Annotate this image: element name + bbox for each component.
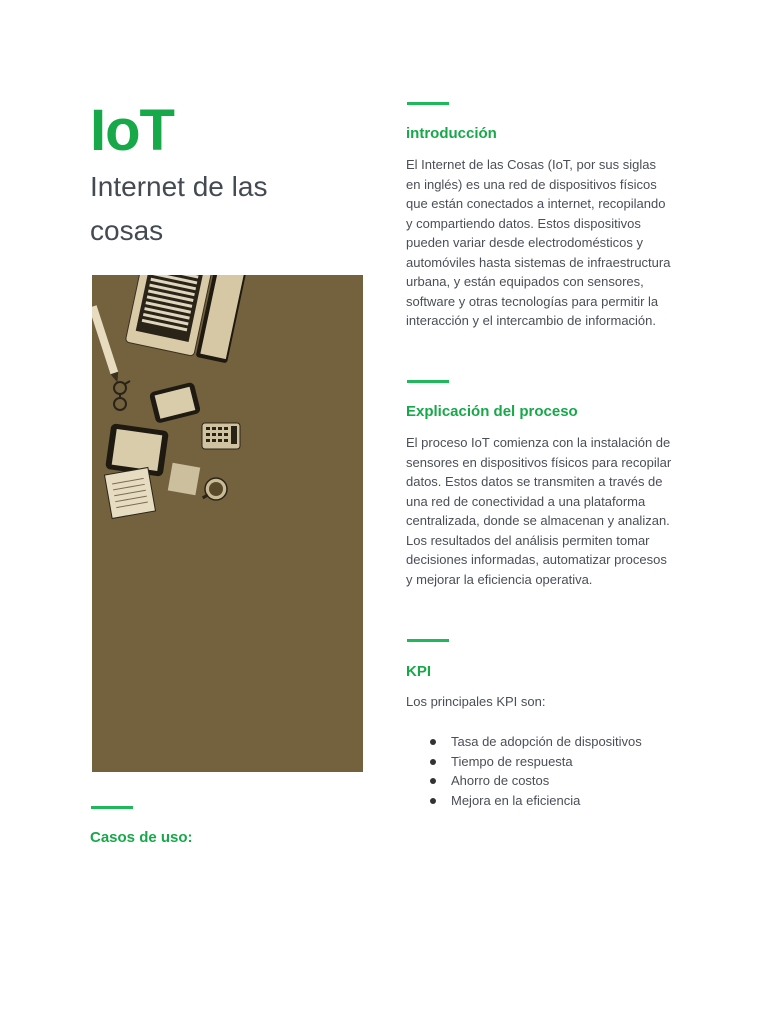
use-cases-heading: Casos de uso: [90,829,193,846]
intro-heading: introducción [406,125,497,142]
desk-flatlay-illustration-icon [92,275,363,772]
list-item: Tiempo de respuesta [406,752,642,772]
process-heading: Explicación del proceso [406,403,578,420]
list-item: Mejora en la eficiencia [406,791,642,811]
process-accent-bar [407,380,449,383]
page-title: IoT [90,98,174,163]
intro-paragraph: El Internet de las Cosas (IoT, por sus siglas en inglés) es una red de dispositivos físicos que están conectados a internet, recopilando y compartiendo datos. Estos dispositivos pueden variar desde electrodomésticos y automóviles hasta sistemas de infraestructura urbana, y están equipados con sensores, software y otras tecnologías para permitir la interacción y el intercambio de información. [406,157,671,328]
desk-flatlay-image [92,275,363,772]
process-text [406,433,674,589]
kpi-list [406,732,642,810]
list-item: Ahorro de costos [406,771,642,791]
kpi-intro-text: Los principales KPI son: [406,694,546,709]
kpi-intro [406,692,674,712]
intro-text [406,155,674,331]
list-item: Tasa de adopción de dispositivos [406,732,642,752]
kpi-heading: KPI [406,663,432,680]
use-cases-accent-bar [91,806,133,809]
page-subtitle: Internet de las cosas [90,171,268,246]
intro-accent-bar [407,102,449,105]
process-paragraph: El proceso IoT comienza con la instalación de sensores en dispositivos físicos para recopilar datos. Estos datos se transmiten a través de una red de conectividad a una plataforma centralizada, donde se almacenan y analizan. Los resultados del análisis permiten tomar decisiones informadas, automatizar procesos y mejorar la eficiencia operativa. [406,435,672,587]
kpi-accent-bar [407,639,449,642]
